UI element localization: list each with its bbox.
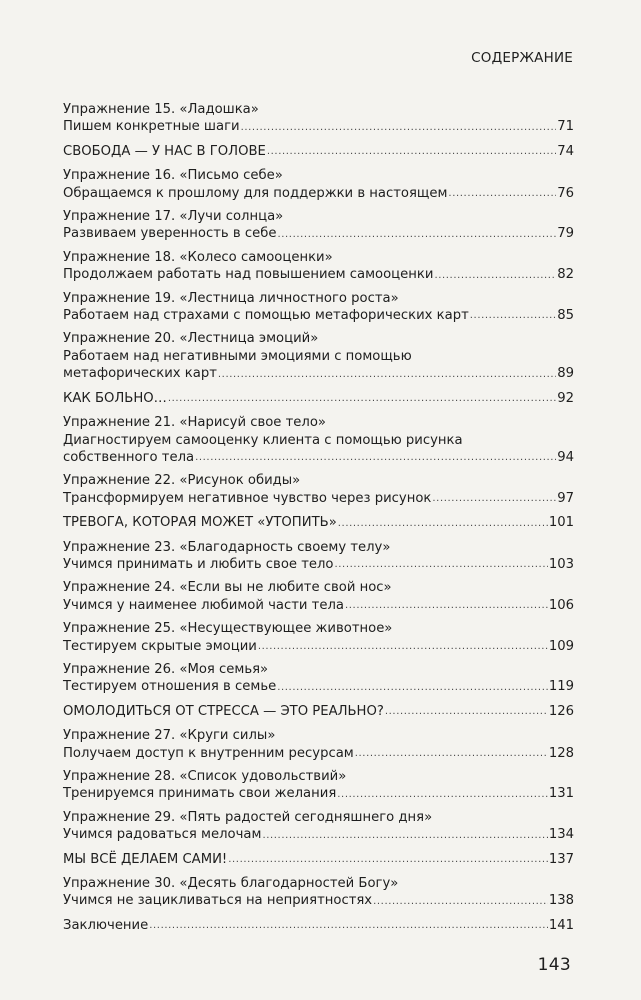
leader-dots <box>267 143 556 160</box>
toc-entry-text: Работаем над страхами с помощью метафорических карт <box>63 308 469 324</box>
leader-dots <box>149 917 548 934</box>
toc-entry-text: Заключение <box>63 917 149 933</box>
toc-exercise-title: Упражнение 20. «Лестница эмоций» <box>63 331 319 347</box>
spacer <box>63 160 574 167</box>
toc-entry-text: Учимся у наименее любимой части тела <box>63 597 344 613</box>
toc-exercise-title: Упражнение 23. «Благодарность своему телу» <box>63 539 391 555</box>
toc-exercise-title: Упражнение 24. «Если вы не любите свой нос» <box>63 580 392 596</box>
toc-section-heading <box>63 390 574 407</box>
toc-entry-text: СВОБОДА — У НАС В ГОЛОВЕ <box>63 143 266 159</box>
toc-page-number: 101 <box>548 515 574 531</box>
spacer <box>63 696 574 703</box>
toc-page-number: 74 <box>557 143 574 159</box>
leader-dots <box>218 365 556 382</box>
leader-dots <box>432 490 556 507</box>
spacer <box>63 868 574 875</box>
toc-entry-text: Продолжаем работать над повышением самооценки <box>63 267 434 283</box>
spacer <box>63 720 574 727</box>
toc-exercise-subtitle <box>63 678 574 695</box>
toc-exercise-subtitle <box>63 307 574 324</box>
toc-entry-text: Обращаемся к прошлому для поддержки в настоящем <box>63 185 448 201</box>
toc-page-number: 82 <box>557 267 574 283</box>
toc-entry-text: Учимся радоваться мелочам <box>63 827 262 843</box>
toc-exercise-subtitle <box>63 365 574 382</box>
leader-dots <box>345 597 548 614</box>
toc-exercise-title: Упражнение 26. «Моя семья» <box>63 661 269 677</box>
toc-entry-text: Учимся не зацикливаться на неприятностях <box>63 893 373 909</box>
toc-page-number: 89 <box>557 366 574 382</box>
toc-exercise-title: Упражнение 22. «Рисунок обиды» <box>63 473 301 489</box>
toc-exercise-title: Упражнение 18. «Колесо самооценки» <box>63 249 333 265</box>
toc-page-number: 79 <box>557 226 574 242</box>
toc-entry-text: Тестируем скрытые эмоции <box>63 638 257 654</box>
leader-dots <box>195 449 556 466</box>
toc-exercise-subtitle <box>63 185 574 202</box>
toc-exercise-title: Упражнение 16. «Письмо себе» <box>63 168 283 184</box>
toc-exercise-subtitle <box>63 490 574 507</box>
running-header: СОДЕРЖАНИЕ <box>471 50 573 66</box>
toc-exercise-subtitle <box>63 449 574 466</box>
toc-page-number: 92 <box>557 390 574 406</box>
toc-section-heading <box>63 851 574 868</box>
leader-dots <box>373 892 548 909</box>
toc-entry-text: МЫ ВСЁ ДЕЛАЕМ САМИ! <box>63 851 228 867</box>
toc-entry-text: ОМОЛОДИТЬСЯ ОТ СТРЕССА — ЭТО РЕАЛЬНО? <box>63 703 384 719</box>
leader-dots <box>448 185 556 202</box>
toc-page-number: 97 <box>557 490 574 506</box>
toc-entry-text: Трансформируем негативное чувство через рисунок <box>63 490 432 506</box>
toc-exercise-title: Упражнение 17. «Лучи солнца» <box>63 209 284 225</box>
toc-entry-text: ТРЕВОГА, КОТОРАЯ МОЖЕТ «УТОПИТЬ» <box>63 515 337 531</box>
toc-section-heading <box>63 703 574 720</box>
toc-entry-text: Тренируемся принимать свои желания <box>63 786 337 802</box>
toc-page-number: 128 <box>548 745 574 761</box>
toc-section-heading <box>63 514 574 531</box>
toc-exercise-title: Упражнение 25. «Несуществующее животное» <box>63 621 393 637</box>
toc-exercise-title: Упражнение 27. «Круги силы» <box>63 728 276 744</box>
toc-section-heading <box>63 143 574 160</box>
leader-dots <box>470 307 556 324</box>
toc-exercise-subtitle <box>63 826 574 843</box>
toc-page-number: 94 <box>557 449 574 465</box>
leader-dots <box>241 118 557 135</box>
toc-exercise-subtitle <box>63 225 574 242</box>
leader-dots <box>277 678 548 695</box>
toc-exercise-subtitle <box>63 785 574 802</box>
toc-exercise-subtitle <box>63 556 574 573</box>
toc-entry-text: Тестируем отношения в семье <box>63 679 277 695</box>
spacer <box>63 844 574 851</box>
toc-exercise-subtitle-line: Диагностируем самооценку клиента с помощью рисунка <box>63 432 463 448</box>
toc-exercise-title: Упражнение 21. «Нарисуй свое тело» <box>63 415 326 431</box>
toc-page-number: 119 <box>548 679 574 695</box>
spacer <box>63 532 574 539</box>
toc-page-number: 103 <box>548 556 574 572</box>
toc-entry-text: Пишем конкретные шаги <box>63 119 240 135</box>
leader-dots <box>228 851 548 868</box>
spacer <box>63 507 574 514</box>
leader-dots <box>335 556 548 573</box>
leader-dots <box>337 785 548 802</box>
toc-page-number: 85 <box>557 308 574 324</box>
toc-entry-text: метафорических карт <box>63 366 217 382</box>
page-number: 143 <box>537 955 571 975</box>
toc-exercise-subtitle <box>63 745 574 762</box>
toc-exercise-subtitle-line: Работаем над негативными эмоциями с помощью <box>63 348 412 364</box>
toc-exercise-subtitle <box>63 892 574 909</box>
toc-page-number: 109 <box>548 638 574 654</box>
toc-exercise-title: Упражнение 30. «Десять благодарностей Богу» <box>63 876 399 892</box>
toc-entry-text: Развиваем уверенность в себе <box>63 226 277 242</box>
spacer <box>63 383 574 390</box>
toc-section-heading <box>63 917 574 934</box>
spacer <box>63 407 574 414</box>
toc-page-number: 131 <box>548 786 574 802</box>
toc-entry-text: Учимся принимать и любить свое тело <box>63 556 334 572</box>
toc-page-number: 141 <box>548 917 574 933</box>
leader-dots <box>434 266 556 283</box>
toc-exercise-title: Упражнение 19. «Лестница личностного роста» <box>63 290 399 306</box>
leader-dots <box>258 638 548 655</box>
toc-exercise-title: Упражнение 28. «Список удовольствий» <box>63 769 347 784</box>
toc-exercise-subtitle <box>63 597 574 614</box>
toc-page-number: 126 <box>548 703 574 719</box>
toc-entry-text: КАК БОЛЬНО… <box>63 390 167 406</box>
toc-entry-text: собственного тела <box>63 449 195 465</box>
toc-page-number: 134 <box>548 827 574 843</box>
toc-exercise-title: Упражнение 29. «Пять радостей сегодняшнего дня» <box>63 809 433 825</box>
leader-dots <box>385 703 548 720</box>
toc-exercise-title: Упражнение 15. «Ладошка» <box>63 102 259 117</box>
leader-dots <box>168 390 556 407</box>
leader-dots <box>262 826 547 843</box>
toc-page-number: 76 <box>557 185 574 201</box>
leader-dots <box>338 514 548 531</box>
toc-exercise-subtitle <box>63 638 574 655</box>
spacer <box>63 910 574 917</box>
table-of-contents <box>63 101 574 934</box>
toc-page-number: 71 <box>557 119 574 135</box>
toc-page-number: 138 <box>548 893 574 909</box>
toc-page-number: 106 <box>548 597 574 613</box>
toc-exercise-subtitle <box>63 118 574 135</box>
leader-dots <box>277 225 556 242</box>
toc-entry-text: Получаем доступ к внутренним ресурсам <box>63 745 354 761</box>
toc-exercise-subtitle <box>63 266 574 283</box>
toc-page-number: 137 <box>548 851 574 867</box>
leader-dots <box>355 745 548 762</box>
spacer <box>63 136 574 143</box>
